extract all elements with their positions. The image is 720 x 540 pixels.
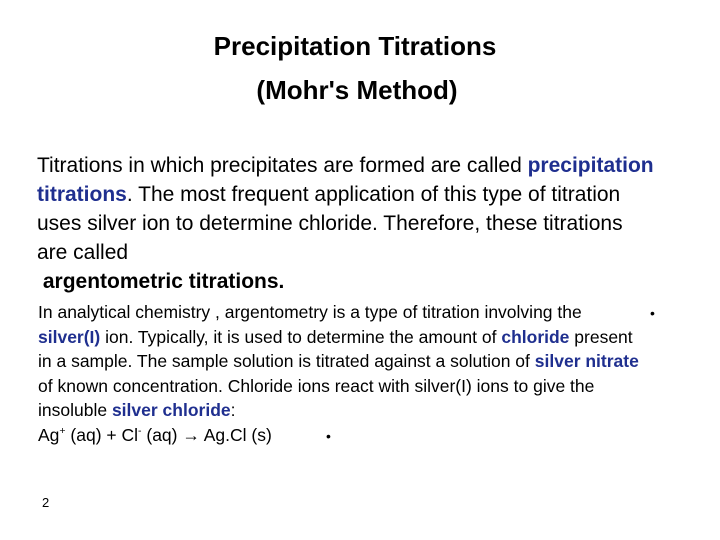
argentometry-text-c: present in a sample. The sample solution is titrated against a solution of xyxy=(38,326,633,371)
term-chloride: chloride xyxy=(501,326,570,347)
reaction-equation xyxy=(38,425,272,445)
argentometry-text-b: ion. Typically, it is used to determine the amount of xyxy=(100,326,502,347)
intro-text-a: Titrations in which precipitates are formed are called xyxy=(37,154,528,177)
term-silver-nitrate: silver nitrate xyxy=(534,351,639,371)
term-silver-i: silver(I) xyxy=(38,326,101,347)
argentometry-paragraph xyxy=(38,300,648,447)
term-precipitation-titrations: precipitation titrations xyxy=(37,154,654,206)
slide-title-line1: Precipitation Titrations xyxy=(213,31,497,61)
slide-title-line2: (Mohr's Method) xyxy=(256,75,458,105)
intro-paragraph xyxy=(37,151,657,296)
equation-part2: (aq) → Ag.Cl (s) xyxy=(141,424,272,445)
term-argentometric-titrations: argentometric titrations. xyxy=(42,270,285,293)
equation-ag: Ag xyxy=(38,424,60,445)
page-number: 2 xyxy=(42,495,50,510)
bullet-top-right: • xyxy=(650,305,655,321)
argentometry-text-d: of known concentration. Chloride ions react with silver(I) ions to give the insoluble xyxy=(38,375,595,420)
intro-text-b: . The most frequent application of this type of titration uses silver ion to determine chloride. Therefore, these titrations are called xyxy=(37,183,623,264)
argentometry-text-e: : xyxy=(230,400,236,420)
equation-cl-charge: - xyxy=(138,424,142,437)
argentometry-text-a: In analytical chemistry , argentometry is a type of titration involving the xyxy=(38,302,582,322)
equation-part1: (aq) + Cl xyxy=(65,424,138,445)
bullet-equation: • xyxy=(326,428,331,444)
term-silver-chloride: silver chloride xyxy=(111,400,231,420)
equation-ag-charge: + xyxy=(59,424,66,437)
